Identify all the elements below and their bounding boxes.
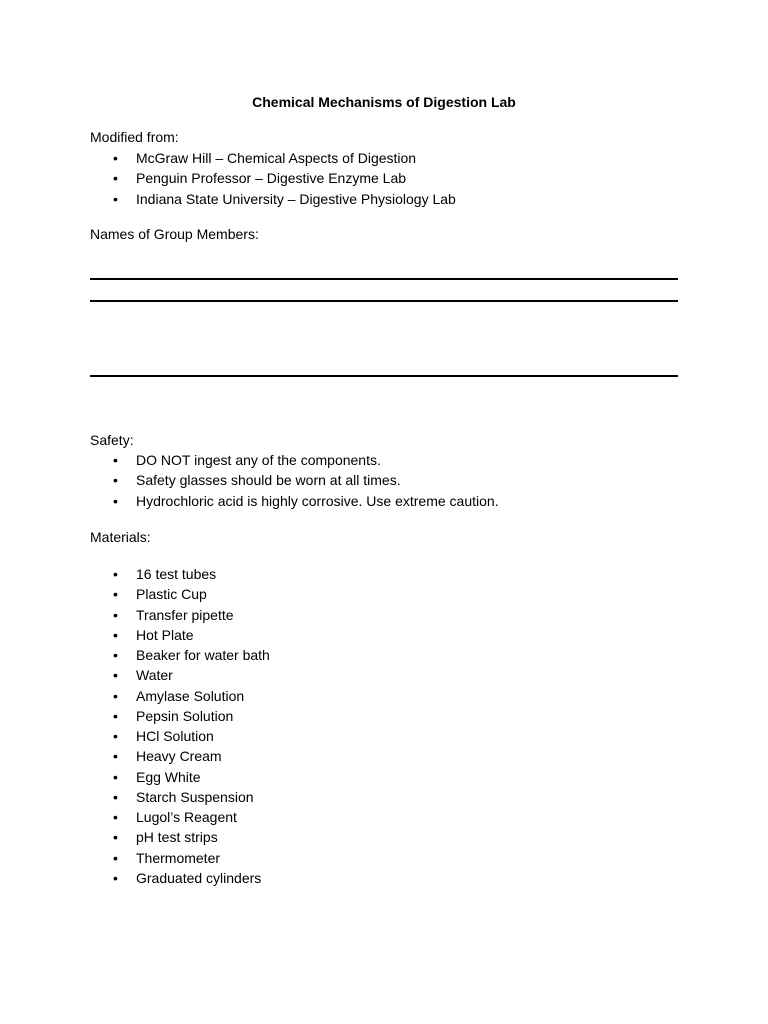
list-item (0, 450, 499, 470)
list-item-text: McGraw Hill – Chemical Aspects of Digestion (136, 150, 417, 166)
safety-list (0, 450, 499, 511)
list-item-text: Transfer pipette (136, 606, 234, 623)
list-item-text: Indiana State University – Digestive Physiology Lab (136, 190, 456, 207)
bullet-icon: • (113, 606, 118, 623)
list-item (0, 827, 270, 847)
list-item-text: Heavy Cream (136, 748, 222, 765)
bullet-icon: • (113, 647, 118, 663)
materials-list (0, 564, 270, 888)
materials-label: Materials: (90, 529, 151, 545)
bullet-icon: • (113, 472, 118, 489)
list-item-text: HCl Solution (136, 728, 214, 744)
list-item-text: Hydrochloric acid is highly corrosive. Use extreme caution. (136, 492, 499, 509)
name-line-1[interactable] (90, 278, 678, 280)
list-item-text: DO NOT ingest any of the components. (136, 452, 381, 468)
list-item-text: 16 test tubes (136, 566, 217, 582)
bullet-icon: • (113, 626, 118, 643)
list-item-text: Plastic Cup (136, 586, 207, 603)
bullet-icon: • (113, 768, 118, 785)
bullet-icon: • (113, 788, 118, 805)
list-item-text: Amylase Solution (136, 687, 245, 704)
list-item (0, 767, 270, 787)
list-item-text: Starch Suspension (136, 788, 254, 805)
list-item (0, 686, 270, 706)
bullet-icon: • (113, 687, 118, 704)
modified-from-label: Modified from: (90, 129, 179, 145)
list-item (0, 807, 270, 827)
bullet-icon: • (113, 170, 118, 187)
bullet-icon: • (113, 452, 118, 468)
bullet-icon: • (113, 586, 118, 603)
list-item (0, 470, 499, 490)
list-item-text: Egg White (136, 768, 201, 785)
safety-label: Safety: (90, 432, 134, 448)
list-item-text: Lugol’s Reagent (136, 809, 237, 825)
list-item-text: pH test strips (136, 829, 218, 846)
list-item-text: Thermometer (136, 849, 221, 866)
bullet-icon: • (113, 809, 118, 825)
bullet-icon: • (113, 566, 118, 582)
list-item-text: Beaker for water bath (136, 647, 270, 663)
list-item (0, 168, 456, 188)
list-item (0, 868, 270, 888)
list-item (0, 645, 270, 665)
list-item (0, 746, 270, 766)
list-item (0, 726, 270, 746)
list-item (0, 564, 270, 584)
bullet-icon: • (113, 667, 118, 684)
bullet-icon: • (113, 748, 118, 765)
list-item (0, 625, 270, 645)
bullet-icon: • (113, 869, 118, 886)
bullet-icon: • (113, 492, 118, 509)
list-item-text: Hot Plate (136, 626, 194, 643)
list-item (0, 584, 270, 604)
list-item (0, 665, 270, 685)
list-item-text: Safety glasses should be worn at all times. (136, 472, 401, 489)
list-item (0, 189, 456, 209)
group-members-label: Names of Group Members: (90, 226, 259, 242)
list-item-text: Penguin Professor – Digestive Enzyme Lab (136, 170, 407, 187)
document-title: Chemical Mechanisms of Digestion Lab (252, 94, 516, 110)
list-item-text: Graduated cylinders (136, 869, 262, 886)
list-item-text: Water (136, 667, 173, 684)
bullet-icon: • (113, 707, 118, 724)
list-item-text: Pepsin Solution (136, 707, 234, 724)
bullet-icon: • (113, 849, 118, 866)
list-item (0, 148, 456, 168)
bullet-icon: • (113, 150, 118, 166)
list-item (0, 491, 499, 511)
name-line-2[interactable] (90, 300, 678, 302)
bullet-icon: • (113, 728, 118, 744)
bullet-icon: • (113, 190, 118, 207)
name-line-3[interactable] (90, 375, 678, 377)
list-item (0, 706, 270, 726)
list-item (0, 605, 270, 625)
modified-from-list (0, 148, 456, 209)
list-item (0, 787, 270, 807)
list-item (0, 848, 270, 868)
bullet-icon: • (113, 829, 118, 846)
